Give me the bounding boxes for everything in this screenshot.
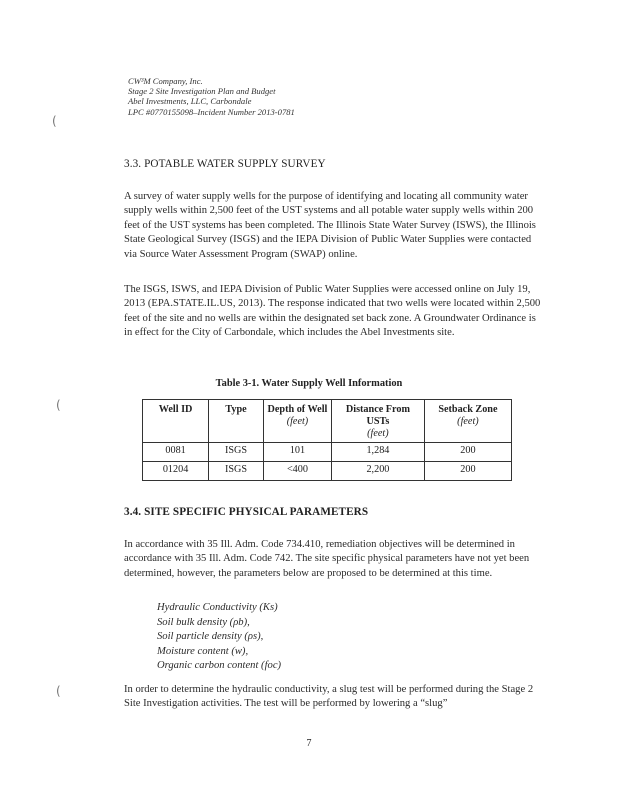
list-item: Soil bulk density (ρb), xyxy=(157,616,250,628)
table-row xyxy=(143,462,512,481)
table-header-cell: Setback Zone (feet) xyxy=(424,400,511,443)
table-header-cell: Type xyxy=(209,400,264,443)
header-plan-title: Stage 2 Site Investigation Plan and Budget xyxy=(128,86,276,97)
table-cell: 01204 xyxy=(143,462,209,481)
table-title: Table 3-1. Water Supply Well Information xyxy=(215,378,403,389)
table-cell: 200 xyxy=(424,462,511,481)
table-cell: 0081 xyxy=(143,443,209,462)
list-item: Organic carbon content (foc) xyxy=(157,660,282,672)
table-cell: 101 xyxy=(263,443,331,462)
table-header-cell: Depth of Well (feet) xyxy=(263,400,331,443)
margin-hole-punch-mark: ( xyxy=(56,398,61,412)
margin-hole-punch-mark: ( xyxy=(52,114,57,128)
table-header-cell: Distance From USTs (feet) xyxy=(331,400,424,443)
margin-hole-punch-mark: ( xyxy=(56,684,61,698)
section-heading-3-3: 3.3. POTABLE WATER SUPPLY SURVEY xyxy=(124,158,326,170)
table-cell: <400 xyxy=(263,462,331,481)
list-item: Soil particle density (ρs), xyxy=(157,631,264,643)
table-cell: 2,200 xyxy=(331,462,424,481)
table-header-row xyxy=(143,400,512,443)
header-company: CW³M Company, Inc. xyxy=(128,76,203,86)
list-item: Moisture content (w), xyxy=(157,645,249,657)
table-row xyxy=(143,443,512,462)
water-supply-well-table xyxy=(142,399,512,481)
header-incident-number: LPC #0770155098–Incident Number 2013-0781 xyxy=(128,106,295,117)
table-cell: ISGS xyxy=(209,443,264,462)
table-header-unit: (feet) xyxy=(457,416,479,427)
section-3-4-paragraph-1: In accordance with 35 Ill. Adm. Code 734.410, remediation objectives will be determined in accordance with 35 Ill. Adm. Code 742. The site specific physical parameters have not yet been determined, however, the parameters below are proposed to be determined at this time. xyxy=(124,539,530,579)
section-3-3-paragraph-1: A survey of water supply wells for the purpose of identifying and locating all community water supply wells within 2,500 feet of the UST systems and all potable water supply wells within 200 feet of the UST systems has been completed. The Illinois State Water Survey (ISWS), the Illinois State Geological Survey (ISGS) and the IEPA Division of Public Water Supplies were contacted via Source Water Assessment Program (SWAP) online. xyxy=(124,191,536,260)
section-heading-3-4: 3.4. SITE SPECIFIC PHYSICAL PARAMETERS xyxy=(124,506,369,518)
list-item: Hydraulic Conductivity (Ks) xyxy=(157,602,278,613)
page-number: 7 xyxy=(306,738,312,749)
parameter-list xyxy=(157,601,281,674)
table-header-cell: Well ID xyxy=(143,400,209,443)
section-3-4-paragraph-2: In order to determine the hydraulic conductivity, a slug test will be performed during the Stage 2 Site Investigation activities. The test will be performed by lowering a “slug” xyxy=(124,684,534,710)
table-cell: 200 xyxy=(424,443,511,462)
table-header-unit: (feet) xyxy=(367,428,389,439)
table-header-unit: (feet) xyxy=(286,416,309,427)
document-header xyxy=(128,76,488,117)
header-site-name: Abel Investments, LLC, Carbondale xyxy=(128,96,252,107)
table-cell: ISGS xyxy=(209,462,264,481)
section-3-3-paragraph-2: The ISGS, ISWS, and IEPA Division of Public Water Supplies were accessed online on July 19, 2013 (EPA.STATE.IL.US, 2013). The response indicated that two wells were located within 2,500 feet of the site and no wells are within the designated set back zone. A Groundwater Ordinance is in effect for the City of Carbondale, which includes the Abel Investments site. xyxy=(124,284,541,339)
table-cell: 1,284 xyxy=(331,443,424,462)
